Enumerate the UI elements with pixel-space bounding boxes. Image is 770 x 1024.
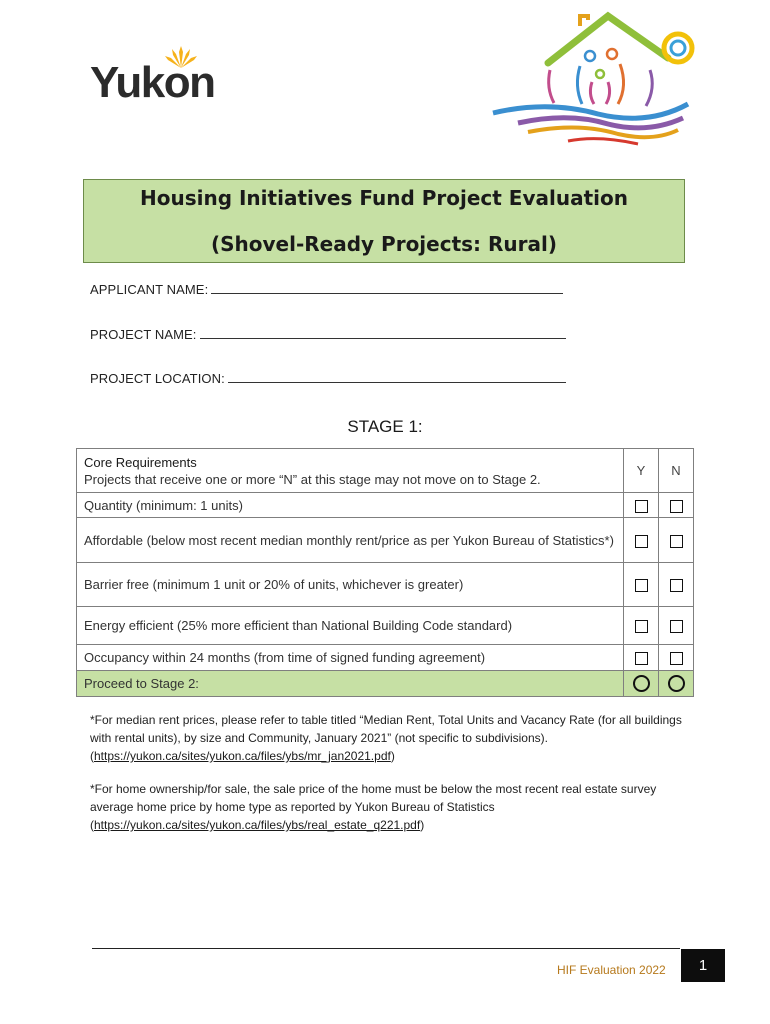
table-row	[77, 645, 694, 671]
requirement-text: Barrier free (minimum 1 unit or 20% of units, whichever is greater)	[77, 563, 624, 607]
title-banner	[83, 179, 685, 263]
applicant-name-field[interactable]	[90, 282, 563, 297]
yukon-logo	[90, 46, 230, 106]
home-price-note-text: *For home ownership/for sale, the sale price of the home must be below the most recent real estate survey average home price by home type as reported by Yukon Bureau of Statistics	[90, 782, 657, 814]
no-checkbox[interactable]	[670, 620, 683, 633]
footer-divider	[92, 948, 680, 949]
table-header-cell	[77, 449, 624, 493]
table-row	[77, 518, 694, 563]
project-location-line[interactable]	[228, 372, 566, 383]
footer-label: HIF Evaluation 2022	[557, 963, 666, 977]
project-location-field[interactable]	[90, 371, 566, 386]
median-rent-note: *For median rent prices, please refer to table titled “Median Rent, Total Units and Vacancy Rate (for all buildings with rental units), by size and Community, January 2021” (not specific to subdivisions). (https://yukon.ca/sites/yukon.ca/files/ybs/mr_jan2021.pdf)	[90, 713, 682, 763]
page-number: 1	[681, 949, 725, 982]
no-checkbox[interactable]	[670, 535, 683, 548]
yes-checkbox[interactable]	[635, 620, 648, 633]
table-row	[77, 493, 694, 518]
requirement-text: Occupancy within 24 months (from time of signed funding agreement)	[77, 645, 624, 671]
yes-radio[interactable]	[633, 675, 650, 692]
applicant-name-line[interactable]	[211, 283, 563, 294]
yukon-wordmark: Yukon	[90, 58, 215, 107]
yes-checkbox[interactable]	[635, 652, 648, 665]
table-header-row	[77, 449, 694, 493]
core-requirements-note: Projects that receive one or more “N” at this stage may not move on to Stage 2.	[84, 471, 541, 487]
no-checkbox[interactable]	[670, 500, 683, 513]
yes-checkbox[interactable]	[635, 535, 648, 548]
table-row	[77, 563, 694, 607]
applicant-name-label: APPLICANT NAME:	[90, 282, 209, 297]
project-location-label: PROJECT LOCATION:	[90, 371, 225, 386]
project-name-label: PROJECT NAME:	[90, 327, 197, 342]
document-subtitle: (Shovel-Ready Projects: Rural)	[210, 232, 557, 256]
yes-checkbox[interactable]	[635, 500, 648, 513]
stage-heading: STAGE 1:	[347, 417, 423, 436]
no-radio[interactable]	[668, 675, 685, 692]
proceed-label: Proceed to Stage 2:	[77, 671, 624, 697]
housing-logo	[488, 8, 698, 148]
table-row	[77, 607, 694, 645]
core-requirements-title: Core Requirements	[84, 454, 197, 470]
home-price-link[interactable]: https://yukon.ca/sites/yukon.ca/files/ybs/real_estate_q221.pdf	[94, 818, 421, 832]
requirements-table	[76, 448, 694, 697]
project-name-field[interactable]	[90, 327, 566, 342]
requirement-text: Energy efficient (25% more efficient than National Building Code standard)	[77, 607, 624, 645]
home-price-note: *For home ownership/for sale, the sale price of the home must be below the most recent real estate survey average home price by home type as reported by Yukon Bureau of Statistics (https://yukon.ca/sites/yukon.ca/files/ybs/real_estate_q221.pdf)	[90, 782, 657, 832]
proceed-row	[77, 671, 694, 697]
no-checkbox[interactable]	[670, 652, 683, 665]
median-rent-note-text: *For median rent prices, please refer to table titled “Median Rent, Total Units and Vacancy Rate (for all buildings with rental units), by size and Community, January 2021” (not specific to subdivisions).	[90, 713, 682, 745]
project-name-line[interactable]	[200, 328, 566, 339]
column-yes-header: Y	[624, 449, 659, 493]
no-checkbox[interactable]	[670, 579, 683, 592]
median-rent-link[interactable]: https://yukon.ca/sites/yukon.ca/files/ybs/mr_jan2021.pdf	[94, 749, 391, 763]
requirement-text: Affordable (below most recent median monthly rent/price as per Yukon Bureau of Statistics*)	[77, 518, 624, 563]
column-no-header: N	[659, 449, 694, 493]
yes-checkbox[interactable]	[635, 579, 648, 592]
requirement-text: Quantity (minimum: 1 units)	[77, 493, 624, 518]
document-title: Housing Initiatives Fund Project Evaluation	[140, 186, 628, 210]
